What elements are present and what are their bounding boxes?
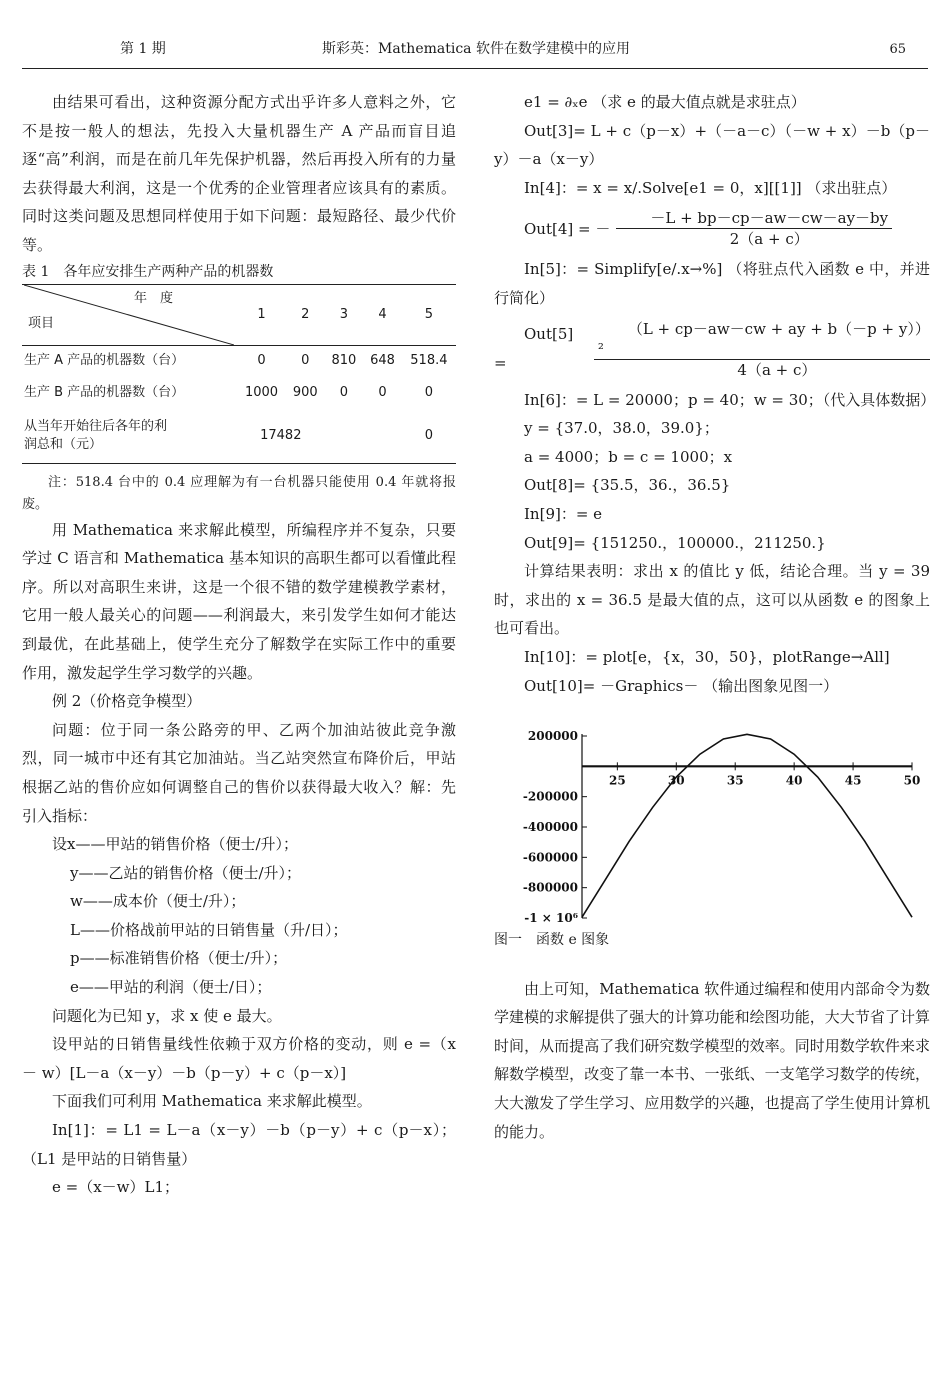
table-row (22, 409, 456, 463)
code-line: Out[10]= －Graphics－ （输出图象见图一） (524, 676, 839, 695)
code-line: In[9]：= e (524, 504, 603, 523)
code-line: a = 4000；b = c = 1000；x (524, 447, 733, 466)
x-tick-label: 35 (726, 773, 744, 788)
definition-L: L——价格战前甲站的日销售量（升/日）； (70, 920, 348, 939)
code-line: e =（x－w）L1； (52, 1178, 180, 1197)
running-title: 斯彩英：Mathematica 软件在数学建模中的应用 (322, 41, 630, 57)
code-line: Out[8]= {35.5，36.，36.5} (524, 476, 731, 495)
code-line: Out[9]= {151250.，100000.，211250.} (524, 533, 826, 552)
table-row (22, 377, 456, 409)
function-plot (494, 726, 930, 926)
numerator: （L + cp－aw－cw + ay + b（－p + y））² (594, 319, 930, 360)
numerator: －L + bp－cp－aw－cw－ay－by (616, 208, 892, 229)
x-tick-label: 50 (903, 773, 921, 788)
table-cell: 0 (378, 385, 387, 401)
example-title: 例 2（价格竞争模型） (52, 692, 202, 711)
issue-label: 第 1 期 (120, 41, 166, 57)
denominator: 2（a + c） (729, 230, 809, 249)
table-cell: 17482 (260, 427, 302, 443)
denominator: 4（a + c） (737, 360, 817, 379)
table-cell: 648 (370, 353, 395, 369)
x-tick-label: 40 (785, 773, 803, 788)
x-tick-label: 25 (609, 773, 626, 788)
y-tick-label: -800000 (522, 880, 578, 895)
table-corner-cell (22, 284, 237, 345)
y-tick-label: 200000 (527, 729, 578, 744)
figure-1 (494, 726, 930, 926)
out4-formula (494, 208, 930, 249)
y-tick-label: -400000 (522, 820, 578, 835)
table-cell: 900 (292, 385, 318, 401)
row-label-line: 润总和（元） (24, 436, 103, 452)
row-label-line: 从当年开始往后各年的利 (24, 418, 168, 434)
table-caption: 表 1 各年应安排生产两种产品的机器数 (22, 263, 274, 280)
code-line: In[6]：= L = 20000；p = 40；w = 30；（代入具体数据） (524, 390, 936, 409)
code-line: In[1]：= L1 = L－a（x－y）－b（p－y）+ c（p－x）；（L1 是甲站的日销售量） (22, 1121, 456, 1168)
series-line (582, 734, 912, 917)
x-tick-label: 45 (844, 773, 862, 788)
code-line: Out[3]= L + c（p－x）+（－a－c）（－w + x）－b（p－y）－a（x－y） (494, 121, 930, 169)
year-header: 4 (378, 306, 387, 322)
figure-caption: 图一 函数 e 图象 (494, 932, 610, 949)
code-line: y = {37.0，38.0，39.0}； (524, 419, 719, 438)
year-header: 2 (301, 306, 310, 322)
paragraph: 设甲站的日销售量线性依赖于双方价格的变动，则 e =（x － w）[L－a（x－y）－b（p－y）+ c（p－x）] (22, 1035, 456, 1082)
code-line: e1 = ∂ₓe （求 e 的最大值点就是求驻点） (524, 93, 806, 111)
paragraph: 问题：位于同一条公路旁的甲、乙两个加油站彼此竞争激烈，同一城市中还有其它加油站。当乙站突然宣布降价后，甲站根据乙站的售价应如何调整自己的售价以获得最大收入？解：先引入指标： (22, 720, 456, 825)
code-line: In[10]：= plot[e，{x，30，50}，plotRange→All] (524, 647, 890, 666)
table-cell: 518.4 (410, 353, 448, 369)
paragraph: 计算结果表明：求出 x 的值比 y 低，结论合理。当 y = 39 时，求出的 x = 36.5 是最大值的点，这可以从函数 e 的图象上也可看出。 (494, 562, 930, 638)
diagonal-divider (24, 285, 234, 345)
table-cell: 0 (424, 385, 434, 401)
year-header: 5 (424, 306, 434, 322)
x-tick-label: 30 (667, 773, 685, 788)
y-tick-label: -600000 (522, 850, 578, 865)
paragraph: 由结果可看出，这种资源分配方式出乎许多人意料之外，它不是按一般人的想法，先投入大量机器生产 A 产品而盲目追逐“高”利润，而是在前几年先保护机器，然后再投入所有的力量去获得最大利润，这是一个优秀的企业管理者应该具有的素质。同时这类问题及思想同样使用于如下问题：最短路径、最少代价等。 (22, 93, 456, 254)
out4-label: Out[4] = － (524, 219, 611, 238)
row-label: 生产 A 产品的机器数（台） (24, 353, 185, 369)
table-cell: 0 (257, 353, 266, 369)
paragraph: 下面我们可利用 Mathematica 来求解此模型。 (52, 1092, 372, 1111)
code-line: In[4]：= x = x/.Solve[e1 = 0，x][[1]] （求出驻点） (524, 178, 897, 197)
table-note: 注：518.4 台中的 0.4 应理解为有一台机器只能使用 0.4 年就将报废。 (22, 474, 456, 512)
paragraph: 用 Mathematica 来求解此模型，所编程序并不复杂，只要学过 C 语言和 Mathematica 基本知识的高职生都可以看懂此程序。所以对高职生来讲，这是一个很不错的数学建模教学素材，它用一般人最关心的问题——利润最大，来引发学生如何才能达到最优，在此基础上，使学生充分了解数学在实际工作中的重要作用，激发起学生学习数学的兴趣。 (22, 520, 456, 682)
y-tick-label: -1 × 10⁶ (524, 911, 578, 926)
table-row (22, 345, 456, 377)
definition-y: y——乙站的销售价格（便士/升）； (70, 863, 302, 882)
fraction (594, 319, 930, 380)
out5-label: Out[5] = (494, 325, 574, 373)
fraction (616, 208, 892, 249)
year-header: 1 (257, 306, 266, 322)
definition-w: w——成本价（便士/升）； (70, 892, 246, 911)
y-tick-label: -200000 (522, 789, 578, 804)
table-cell: 0 (424, 427, 434, 443)
table-cell: 1000 (244, 385, 279, 401)
table-cell: 0 (301, 353, 310, 369)
table-cell (325, 409, 364, 463)
definition-e: e——甲站的利润（便士/日）； (70, 978, 272, 997)
table-cell: 810 (331, 353, 357, 369)
right-column (494, 88, 936, 1146)
left-column (22, 88, 456, 1202)
table-cell (363, 409, 402, 463)
year-header: 3 (339, 306, 349, 322)
paragraph: 由上可知，Mathematica 软件通过编程和使用内部命令为数学建模的求解提供了强大的计算功能和绘图功能，大大节省了计算时间，从而提高了我们研究数学模型的效率。同时用数学软件来求解数学模型，改变了靠一本书、一张纸、一支笔学习数学的传统，大大激发了学生学习、应用数学的兴趣，也提高了学生使用计算机的能力。 (494, 979, 930, 1141)
definition-x: 设x——甲站的销售价格（便士/升）； (52, 835, 299, 854)
definition-p: p——标准销售价格（便士/升）； (70, 949, 288, 968)
paragraph: 问题化为已知 y，求 x 使 e 最大。 (52, 1006, 282, 1025)
machine-allocation-table (22, 284, 456, 464)
table-cell: 0 (339, 385, 349, 401)
header-item: 项目 (28, 315, 55, 331)
running-header (22, 28, 928, 69)
header-year: 年 度 (134, 290, 174, 306)
row-label (22, 409, 237, 463)
row-label: 生产 B 产品的机器数（台） (24, 385, 185, 401)
out5-formula (494, 319, 930, 380)
code-line: In[5]：= Simplify[e/.x→%] （将驻点代入函数 e 中，并进行简化） (494, 260, 930, 307)
page-number: 65 (889, 42, 906, 57)
